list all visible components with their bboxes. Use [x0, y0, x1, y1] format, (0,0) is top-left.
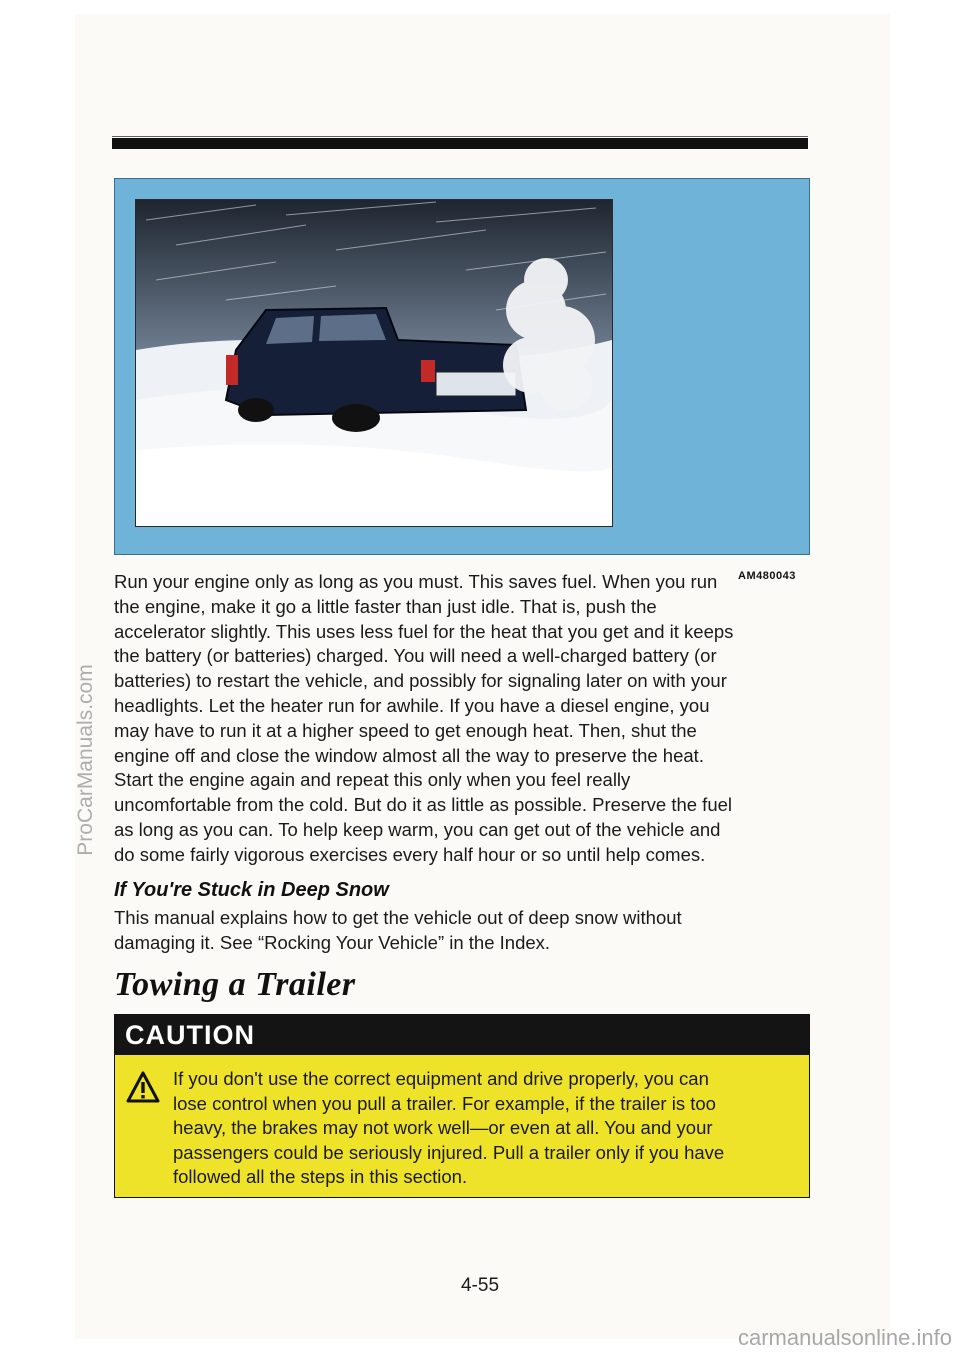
caution-line: If you don't use the correct equipment and drive properly, you can — [173, 1068, 709, 1089]
paragraph-line: accelerator slightly. This uses less fuel for the heat that you get and it keeps — [114, 620, 734, 642]
paragraph-line: do some fairly vigorous exercises every half hour or so until help comes. — [114, 843, 706, 865]
caution-line: heavy, the brakes may not work well—or even at all. You and your — [173, 1117, 713, 1139]
section-title: Towing a Trailer — [114, 966, 356, 1003]
paragraph-line: Run your engine only as long as you must. This saves fuel. When you run — [114, 571, 718, 592]
caution-line: followed all the steps in this section. — [173, 1166, 468, 1188]
paragraph-line: This manual explains how to get the vehicle out of deep snow without — [114, 907, 682, 928]
paragraph-line: batteries) to restart the vehicle, and possibly for signaling later on with your — [114, 670, 727, 692]
paragraph-line: engine off and close the window almost all the way to preserve the heat. — [114, 744, 704, 766]
paragraph-line: uncomfortable from the cold. But do it as little as possible. Preserve the fuel — [114, 794, 733, 816]
caution-header — [115, 1015, 809, 1055]
paragraph-line: damaging it. See “Rocking Your Vehicle” in the Index. — [114, 931, 551, 953]
subsection-paragraph — [114, 906, 794, 956]
caution-line: passengers could be seriously injured. Pull a trailer only if you have — [173, 1141, 725, 1163]
caution-text — [173, 1067, 793, 1190]
subsection-heading: If You're Stuck in Deep Snow — [114, 879, 389, 901]
top-rule-thin — [112, 136, 808, 137]
paragraph-line: Start the engine again and repeat this only when you feel really — [114, 769, 631, 791]
paragraph-line: as long as you can. To help keep warm, you can get out of the vehicle and — [114, 818, 721, 840]
paragraph-line: headlights. Let the heater run for awhile. If you have a diesel engine, you — [114, 694, 710, 716]
warning-triangle-icon — [126, 1071, 160, 1103]
caution-box — [114, 1014, 810, 1198]
body-paragraph — [114, 570, 814, 868]
paragraph-line: may have to run it at a higher speed to get enough heat. Then, shut the — [114, 719, 697, 741]
page-number: 4-55 — [460, 1275, 500, 1296]
paragraph-line: the battery (or batteries) charged. You will need a well-charged battery (or — [114, 645, 717, 667]
truck-in-snowstorm-illustration — [135, 199, 613, 527]
truck-illustration-svg — [136, 200, 612, 526]
illustration-frame — [114, 178, 810, 555]
paragraph-line: the engine, make it go a little faster than just idle. That is, push the — [114, 595, 657, 617]
caution-label: CAUTION — [125, 1020, 255, 1050]
figure-code: AM480043 — [738, 570, 796, 582]
caution-line: lose control when you pull a trailer. For example, if the trailer is too — [173, 1092, 716, 1114]
side-watermark: ProCarManuals.com — [74, 664, 97, 856]
top-rule — [112, 138, 808, 149]
bottom-watermark: carmanualsonline.info — [737, 1325, 952, 1350]
